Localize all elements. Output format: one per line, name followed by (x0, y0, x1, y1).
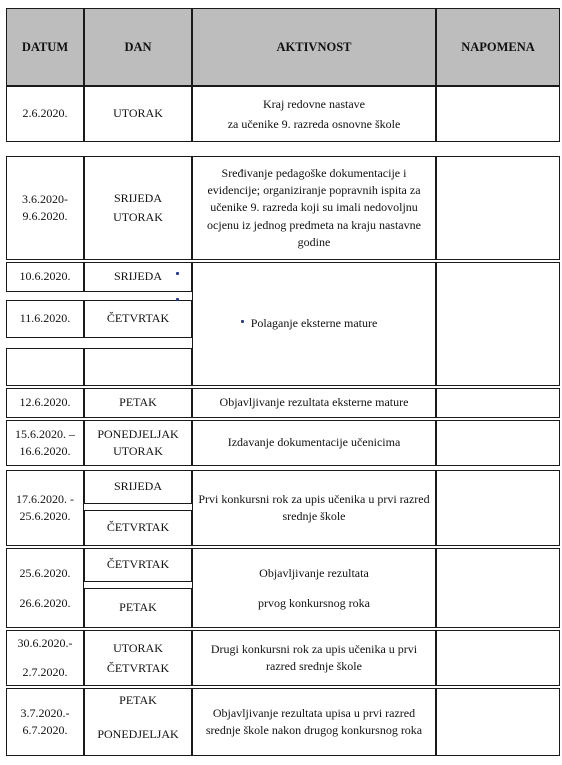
row-datum: 3.7.2020.- 6.7.2020. (6, 688, 84, 756)
row-aktivnost: Objavljivanje rezultata eksterne mature (192, 388, 436, 418)
header-datum: DATUM (6, 8, 84, 86)
row-aktivnost: Sređivanje pedagoške dokumentacije i evidencije; organiziranje popravnih ispita za učenike 9. razreda koji su imali nedovoljnu ocjenu iz jednog predmeta na kraju nastavne godine (192, 156, 436, 260)
row-datum (6, 348, 84, 386)
row-dan: UTORAK ČETVRTAK (84, 630, 192, 686)
row-dan: PETAK (119, 693, 157, 707)
row-napomena (436, 156, 560, 260)
row-dan: PETAK (84, 388, 192, 418)
row-aktivnost: Polaganje eksterne mature (192, 262, 436, 386)
row-dan: ČETVRTAK (84, 510, 192, 546)
row-dan: PONEDJELJAK (97, 727, 179, 741)
header-dan: DAN (84, 8, 192, 86)
scan-mark (176, 272, 179, 275)
row-dan: PETAK (84, 588, 192, 628)
row-napomena (436, 630, 560, 686)
row-dan: SRIJEDA (84, 470, 192, 504)
row-aktivnost: Izdavanje dokumentacije učenicima (192, 420, 436, 466)
row-dan: UTORAK (84, 86, 192, 142)
row-napomena (436, 86, 560, 142)
row-dan (84, 348, 192, 386)
header-aktivnost: AKTIVNOST (192, 8, 436, 86)
row-datum: 25.6.2020. 26.6.2020. (6, 548, 84, 628)
row-napomena (436, 470, 560, 546)
row-datum: 3.6.2020- 9.6.2020. (6, 156, 84, 260)
scan-mark (241, 320, 244, 323)
row-dan: ČETVRTAK (84, 300, 192, 338)
row-datum: 10.6.2020. (6, 262, 84, 292)
row-napomena (436, 262, 560, 386)
header-napomena: NAPOMENA (436, 8, 560, 86)
row-aktivnost: Objavljivanje rezultata upisa u prvi razred srednje škole nakon drugog konkursnog roka (192, 688, 436, 756)
scan-mark (176, 298, 179, 301)
row-napomena (436, 420, 560, 466)
row-aktivnost: Kraj redovne nastave za učenike 9. razreda osnovne škole (192, 86, 436, 142)
row-napomena (436, 388, 560, 418)
row-datum: 17.6.2020. - 25.6.2020. (6, 470, 84, 546)
row-dan: SRIJEDA (84, 262, 192, 292)
row-napomena (436, 688, 560, 756)
row-datum: 11.6.2020. (6, 300, 84, 338)
row-dan: ČETVRTAK (84, 548, 192, 582)
row-dan-frame (84, 688, 192, 756)
row-napomena (436, 548, 560, 628)
row-aktivnost: Drugi konkursni rok za upis učenika u prvi razred srednje škole (192, 630, 436, 686)
row-dan: SRIJEDA UTORAK (84, 156, 192, 260)
row-datum: 30.6.2020.- 2.7.2020. (6, 630, 84, 686)
row-datum: 12.6.2020. (6, 388, 84, 418)
row-aktivnost: Prvi konkursni rok za upis učenika u prvi razred srednje škole (192, 470, 436, 546)
row-dan: PONEDJELJAK UTORAK (84, 420, 192, 466)
row-datum: 15.6.2020. – 16.6.2020. (6, 420, 84, 466)
row-aktivnost: Objavljivanje rezultata prvog konkursnog roka (192, 548, 436, 628)
row-datum: 2.6.2020. (6, 86, 84, 142)
